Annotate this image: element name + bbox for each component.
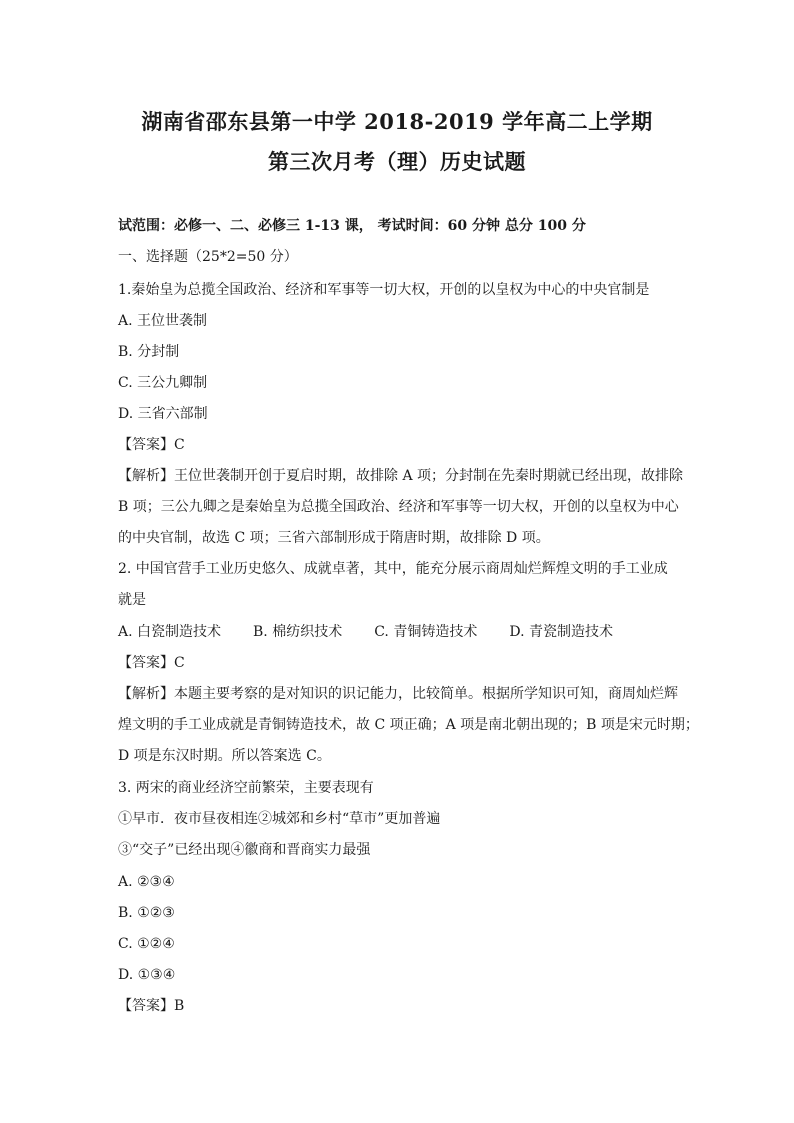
question-3-option-d: D. ①③④ [118, 967, 176, 983]
question-1-analysis-line: 【解析】王位世袭制开创于夏启时期，故排除 A 项；分封制在先秦时期就已经出现，故排除 [118, 468, 684, 484]
title-line-2: 第三次月考（理）历史试题 [268, 149, 526, 174]
title-line-1: 湖南省邵东县第一中学 2018-2019 学年高二上学期 [141, 109, 653, 134]
question-1-option-c: C. 三公九卿制 [118, 375, 208, 391]
question-1-option-d: D. 三省六部制 [118, 406, 208, 422]
question-3-option-c: C. ①②④ [118, 936, 175, 952]
question-3-statement-line: ③“交子”已经出现④徽商和晋商实力最强 [118, 842, 371, 858]
exam-info: 试范围：必修一、二、必修三 1-13 课， 考试时间：60 分钟 总分 100 分 [118, 218, 586, 234]
question-2-stem-cont: 就是 [118, 592, 146, 608]
question-2-option-a: A. 白瓷制造技术 [118, 624, 222, 640]
question-2-answer: 【答案】C [118, 655, 185, 671]
question-2-stem: 2. 中国官营手工业历史悠久、成就卓著，其中，能充分展示商周灿烂辉煌文明的手工业成 [118, 561, 668, 577]
question-3-stem: 3. 两宋的商业经济空前繁荣，主要表现有 [118, 780, 374, 796]
question-1-option-a: A. 王位世袭制 [118, 313, 208, 329]
question-1-stem: 1.秦始皇为总揽全国政治、经济和军事等一切大权，开创的以皇权为中心的中央官制是 [118, 282, 650, 298]
question-3-option-a: A. ②③④ [118, 874, 175, 890]
question-1-answer: 【答案】C [118, 437, 185, 453]
question-2-option-d: D. 青瓷制造技术 [509, 624, 613, 640]
question-1-option-b: B. 分封制 [118, 344, 180, 360]
question-3-answer: 【答案】B [118, 998, 185, 1014]
question-2-option-b: B. 棉纺织技术 [253, 624, 343, 640]
question-3-option-b: B. ①②③ [118, 905, 175, 921]
question-1-analysis-line: B 项；三公九卿之是秦始皇为总揽全国政治、经济和军事等一切大权，开创的以皇权为中心 [118, 499, 679, 515]
question-2-option-c: C. 青铜铸造技术 [374, 624, 478, 640]
question-2-analysis-line: D 项是东汉时期。所以答案选 C。 [118, 748, 331, 764]
question-3-statement-line: ①早市．夜市昼夜相连②城郊和乡村“草市”更加普遍 [118, 811, 441, 827]
section-heading: 一、选择题（25*2=50 分） [118, 249, 298, 265]
question-1-analysis-line: 的中央官制，故选 C 项；三省六部制形成于隋唐时期，故排除 D 项。 [118, 530, 550, 546]
question-2-options [118, 622, 678, 642]
question-2-analysis-line: 【解析】本题主要考察的是对知识的识记能力，比较简单。根据所学知识可知，商周灿烂辉 [118, 686, 678, 702]
question-2-analysis-line: 煌文明的手工业成就是青铜铸造技术，故 C 项正确；A 项是南北朝出现的；B 项是宋元时期； [118, 717, 699, 733]
